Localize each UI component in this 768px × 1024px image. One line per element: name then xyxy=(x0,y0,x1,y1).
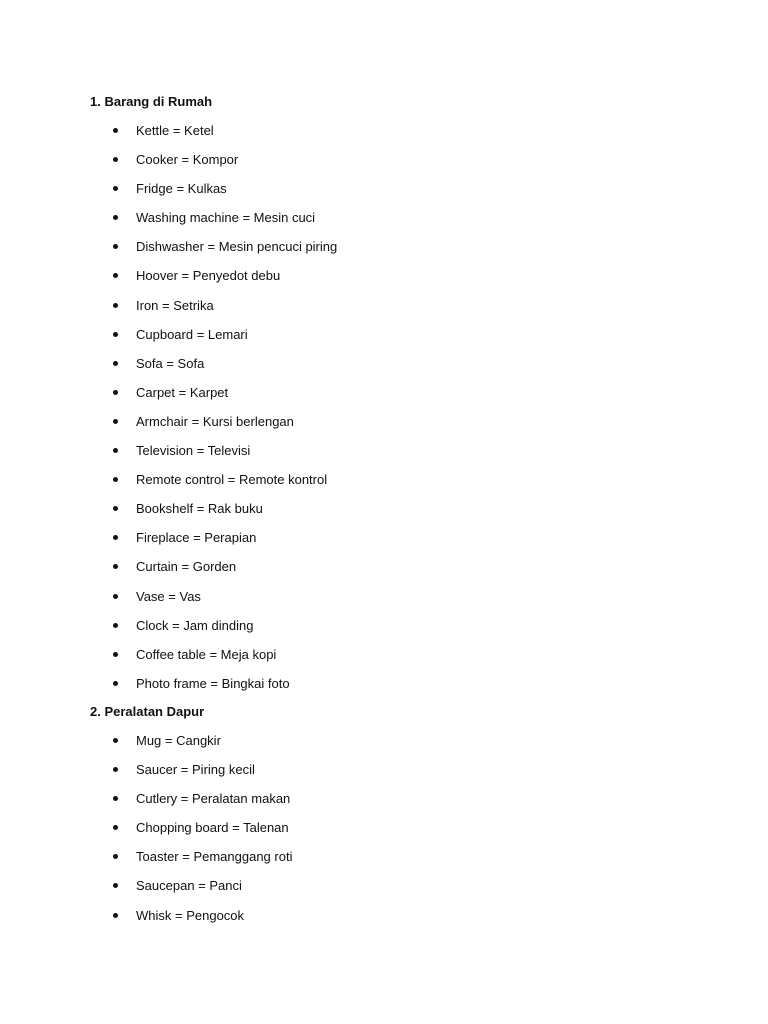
list-item-text: Iron = Setrika xyxy=(136,297,214,313)
bullet-icon xyxy=(113,767,118,772)
bullet-icon xyxy=(113,244,118,249)
list-item-text: Saucer = Piring kecil xyxy=(136,762,255,778)
list-item-text: Cupboard = Lemari xyxy=(136,326,248,342)
list-item-text: Television = Televisi xyxy=(136,443,251,459)
list-item-text: Chopping board = Talenan xyxy=(136,820,289,836)
list-item-text: Armchair = Kursi berlengan xyxy=(136,413,294,429)
list-item-text: Whisk = Pengocok xyxy=(136,907,245,923)
list-item-text: Cutlery = Peralatan makan xyxy=(136,791,291,807)
bullet-icon xyxy=(113,157,118,162)
list-item-text: Dishwasher = Mesin pencuci piring xyxy=(136,239,338,255)
bullet-icon xyxy=(113,361,118,366)
list-item-text: Remote control = Remote kontrol xyxy=(136,472,328,488)
bullet-icon xyxy=(113,623,118,628)
bullet-icon xyxy=(113,796,118,801)
list-item-text: Curtain = Gorden xyxy=(136,559,237,575)
bullet-icon xyxy=(113,419,118,424)
section-heading-barang-di-rumah: 1. Barang di Rumah xyxy=(90,94,213,109)
bullet-icon xyxy=(113,652,118,657)
list-item-text: Hoover = Penyedot debu xyxy=(136,268,281,284)
list-item-text: Washing machine = Mesin cuci xyxy=(136,210,316,226)
bullet-icon xyxy=(113,448,118,453)
bullet-icon xyxy=(113,303,118,308)
section-heading-peralatan-dapur: 2. Peralatan Dapur xyxy=(90,704,205,719)
bullet-icon xyxy=(113,390,118,395)
bullet-icon xyxy=(113,738,118,743)
list-item-text: Carpet = Karpet xyxy=(136,384,229,400)
list-item-text: Sofa = Sofa xyxy=(136,355,205,371)
bullet-icon xyxy=(113,913,118,918)
bullet-icon xyxy=(113,332,118,337)
bullet-icon xyxy=(113,477,118,482)
bullet-icon xyxy=(113,564,118,569)
bullet-icon xyxy=(113,535,118,540)
list-item-text: Bookshelf = Rak buku xyxy=(136,501,263,517)
list-item-text: Fireplace = Perapian xyxy=(136,530,257,546)
list-item-text: Fridge = Kulkas xyxy=(136,181,227,197)
bullet-icon xyxy=(113,186,118,191)
list-item-text: Photo frame = Bingkai foto xyxy=(136,675,290,691)
bullet-icon xyxy=(113,273,118,278)
bullet-icon xyxy=(113,506,118,511)
list-item-text: Vase = Vas xyxy=(136,588,201,604)
list-item-text: Cooker = Kompor xyxy=(136,152,239,168)
bullet-icon xyxy=(113,128,118,133)
bullet-icon xyxy=(113,215,118,220)
bullet-icon xyxy=(113,883,118,888)
bullet-icon xyxy=(113,681,118,686)
list-item-text: Toaster = Pemanggang roti xyxy=(136,849,293,865)
bullet-icon xyxy=(113,825,118,830)
list-item-text: Saucepan = Panci xyxy=(136,878,242,894)
list-item-text: Clock = Jam dinding xyxy=(136,617,254,633)
bullet-icon xyxy=(113,594,118,599)
list-item-text: Coffee table = Meja kopi xyxy=(136,646,277,662)
bullet-icon xyxy=(113,854,118,859)
list-item-text: Mug = Cangkir xyxy=(136,733,221,748)
list-item-text: Kettle = Ketel xyxy=(136,123,214,138)
